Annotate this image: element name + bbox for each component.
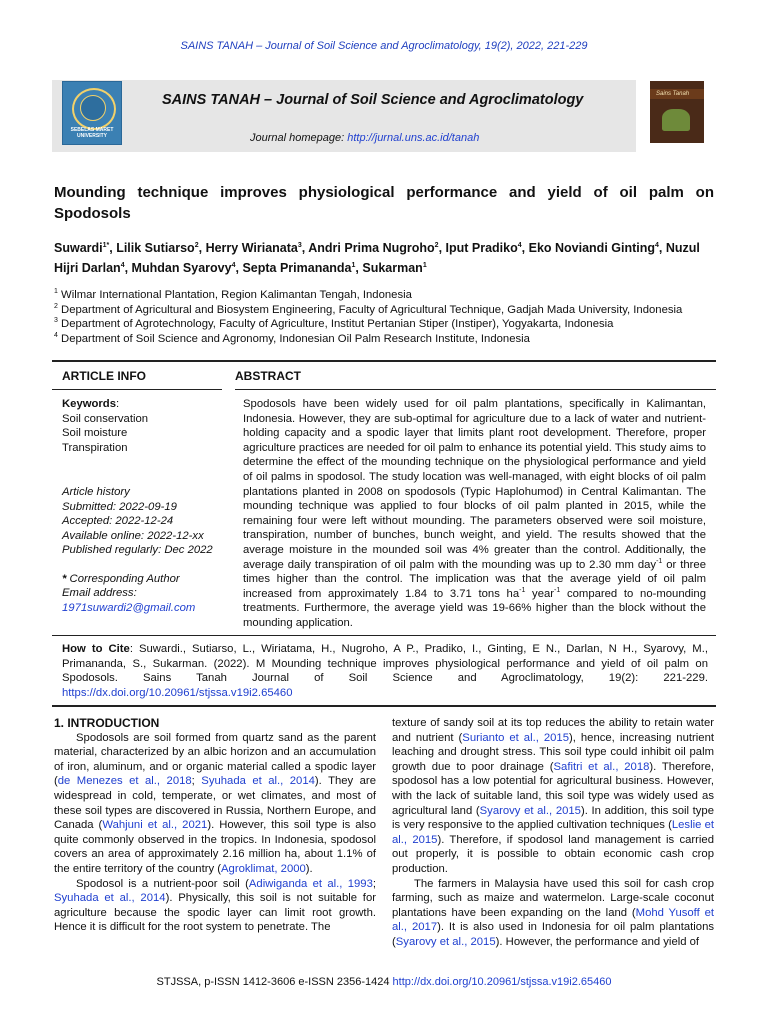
journal-cover-image [650, 81, 704, 143]
affiliations [54, 288, 714, 346]
author: Suwardi$^{1*}$ [54, 241, 110, 255]
author: Nuzul Hijri Darlan$^4$ [54, 241, 700, 275]
divider [52, 635, 716, 636]
history-label: Article history [62, 486, 130, 498]
citation-link[interactable]: Adiwiganda et al., 1993 [248, 877, 373, 890]
citation-link[interactable]: Mohd Yusoff et al., 2017 [392, 906, 715, 934]
journal-homepage [250, 132, 479, 144]
citation-link[interactable]: Syarovy et al., 2015 [479, 804, 581, 817]
divider [52, 360, 716, 362]
citation-link[interactable]: Leslie et al., 2015 [392, 819, 714, 846]
divider [235, 389, 716, 390]
corresponding-author: * Corresponding Author [62, 572, 180, 585]
keyword: Transpiration [62, 441, 128, 454]
citation-link[interactable]: Surianto et al., 2015 [462, 731, 569, 744]
author-list: Suwardi$^{1*}$, Lilik Sutiarso$^2$, Herry Wirianata$^3$, Andri Prima Nugroho$^2$, Iput Pradiko$^4$, Eko Noviandi Ginting$^4$, Nuzul Hijri Darlan$^4$, Muhdan Syarovy$^4$, Septa Primananda$^1$, Sukarman$^1$ [54, 241, 700, 275]
divider [52, 389, 222, 390]
journal-name: SAINS TANAH – Journal of Soil Science and Agroclimatology [162, 92, 584, 108]
paragraph: The farmers in Malaysia have used this soil for cash crop farming, such as maize and watermelon. Large-scale coconut plantations have been expanding on the land (Mohd Yusoff et al., 2017). It is also used in Indonesia for oil palm plantations (Syarovy et al., 2015). However, the performance and yield of [392, 877, 715, 948]
intro-left-column [54, 716, 376, 935]
email-link[interactable]: 1971suwardi2@gmail.com [62, 601, 196, 614]
affiliation: $^1$ Wilmar International Plantation, Region Kalimantan Tengah, Indonesia [54, 288, 412, 301]
submitted-date: Submitted: 2022-09-19 [62, 500, 177, 513]
how-to-cite: How to Cite: Suwardi., Sutiarso, L., Wiriatama, H., Nugroho, A P., Pradiko, I., Ginting, E N., Darlan, N H., Syarovy, M., Primananda, S., Sukarman. (2022). M Mounding technique improves physiological performance and yield of oil palm on Spodosols. Sains Tanah Journal of Soil Science and Agroclimatology, 19(2): 221-229. https://dx.doi.org/10.20961/stjssa.v19i2.65460 [62, 643, 708, 699]
logo-text: SEBELAS MARET UNIVERSITY [70, 127, 114, 139]
section-heading: 1. INTRODUCTION [54, 716, 160, 730]
online-date: Available online: 2022-12-xx [62, 529, 204, 542]
footer-doi-link[interactable]: http://dx.doi.org/10.20961/stjssa.v19i2.65460 [392, 976, 612, 988]
doi-link[interactable]: https://dx.doi.org/10.20961/stjssa.v19i2.65460 [62, 686, 293, 699]
article-info [62, 397, 232, 615]
paragraph: Spodosol is a nutrient-poor soil (Adiwiganda et al., 1993; Syuhada et al., 2014). Physically, this soil is not suitable for agriculture because the spodic layer can limit root growth. Hence it is difficult for the root system to penetrate. The [54, 877, 377, 934]
homepage-label: Journal homepage: [250, 132, 348, 144]
author: Muhdan Syarovy$^4$ [131, 261, 236, 275]
citation-link[interactable]: Syuhada et al., 2014 [54, 892, 166, 905]
abstract-heading: ABSTRACT [235, 369, 301, 383]
author: Septa Primananda$^1$ [242, 261, 356, 275]
article-info-heading: ARTICLE INFO [62, 369, 146, 383]
running-header: SAINS TANAH – Journal of Soil Science and Agroclimatology, 19(2), 2022, 221-229 [180, 40, 588, 52]
author: Herry Wirianata$^3$ [205, 241, 302, 255]
university-logo [62, 81, 122, 145]
cover-plant-icon [662, 109, 690, 131]
keyword: Soil conservation [62, 412, 149, 425]
author: Andri Prima Nugroho$^2$ [308, 241, 439, 255]
author: Iput Pradiko$^4$ [445, 241, 522, 255]
author: Eko Noviandi Ginting$^4$ [528, 241, 659, 255]
citation-link[interactable]: Syuhada et al., 2014 [201, 775, 315, 788]
citation-link[interactable]: Wahjuni et al., 2021 [102, 819, 208, 832]
paragraph: texture of sandy soil at its top reduces the ability to retain water and nutrient (Surianto et al., 2015), hence, increasing nutrient leaching and drought stress. This soil type could inhibit oil palm growth due to poor drainage (Safitri et al., 2018). Therefore, spodosol has a low potential for agricultural business. However, with the lack of suitable land, this soil type was widely used as agricultural land (Syarovy et al., 2015). In addition, this soil type is very responsive to the applied cultivation techniques (Leslie et al., 2015). Therefore, if spodosol land management is carried out properly, it is possible to obtain economic cash crop production. [392, 717, 714, 875]
accepted-date: Accepted: 2022-12-24 [62, 515, 174, 527]
abstract-text: Spodosols have been widely used for oil palm plantations, specifically in Kalimantan, Indonesia. However, they are sub-optimal for agriculture due to a lack of water and nutrient-holding capacity and a spodic layer that limits plant root development. Therefore, proper agriculture practices are needed for oil palm to enhance its potential yield. This study aims to determine the effect of the mounding technique on the physiological performance and yield of oil palms in spodosol. The study location was well-managed, with eight blocks of oil palm plantations planted in 2008 on spodosols (Typic Haplohumod) in Central Kalimantan. The mounding technique was applied to four blocks of oil palm planted in 2015, while the remaining four were left without mounding. The parameters observed were soil moisture, transpiration, number of bunches, bunch weight, and yield. The results showed that the average moisture in the mounded soil was 4% greater than the control. Additionally, the average daily transpiration of oil palm with the mounding was up to 2.30 mm day$^{-1}$ or three times higher than the control. The implication was that the average yield of oil palm increased from approximately 1.84 to 3.71 tons $ha^{-1}$ year$^{-1}$ compared to no-mounding treatments. Furthermore, the average yield was 19-66% higher than the block without the mounding application. [243, 398, 706, 629]
affiliation: $^3$ Department of Agrotechnology, Faculty of Agriculture, Institut Pertanian Stiper (Instiper), Yogyakarta, Indonesia [54, 317, 614, 330]
email-label: Email address: [62, 587, 137, 599]
divider [52, 705, 716, 707]
affiliation: $^2$ Department of Agricultural and Biosystem Engineering, Faculty of Agricultural Technique, Gadjah Mada University, Indonesia [54, 302, 683, 316]
citation-link[interactable]: Safitri et al., 2018 [553, 760, 650, 773]
citation-link[interactable]: Agroklimat, 2000 [221, 862, 306, 875]
published-date: Published regularly: Dec 2022 [62, 544, 213, 556]
paragraph: Spodosols are soil formed from quartz sand as the parent material, characterized by an albic horizon and an accumulation of iron, aluminum, and or organic material called a spodic layer (de Menezes et al., 2018; Syuhada et al., 2014). They are widespread in cold, temperate, or wet climates, and most of these soil types are discovered in Russia, Northern Europe, and Canada (Wahjuni et al., 2021). However, this soil type is also quite commonly observed in the tropics. In Indonesia, spodosol covers an area of approximately 2.16 million ha, about 1.1% of the entire territory of the country (Agroklimat, 2000). [54, 731, 376, 875]
affiliation: $^4$ Department of Soil Science and Agronomy, Indonesian Oil Palm Research Institute, Indonesia [54, 331, 530, 345]
homepage-link[interactable]: http://jurnal.uns.ac.id/tanah [347, 132, 480, 144]
citation-link[interactable]: de Menezes et al., 2018 [57, 775, 192, 788]
cover-title: Sains Tanah [656, 91, 690, 97]
author: Lilik Sutiarso$^2$ [116, 241, 199, 255]
article-title: Mounding technique improves physiological performance and yield of oil palm on Spodosols [54, 184, 714, 222]
author: Sukarman$^1$ [362, 261, 427, 275]
page-footer: STJSSA, p-ISSN 1412-3606 e-ISSN 2356-1424 http://dx.doi.org/10.20961/stjssa.v19i2.65460 [156, 976, 612, 988]
citation-link[interactable]: Syarovy et al., 2015 [395, 935, 496, 948]
keyword: Soil moisture [62, 427, 128, 439]
keywords-label: Keywords: [62, 398, 120, 410]
logo-emblem-core-icon [80, 95, 106, 121]
intro-right-column [392, 716, 714, 950]
